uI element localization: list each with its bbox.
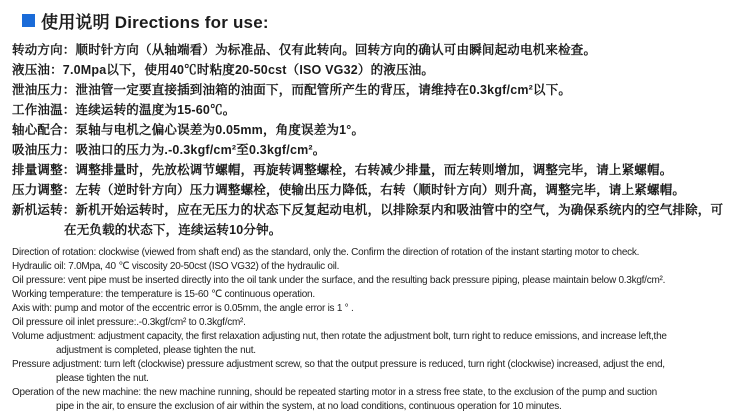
direction-line-pressure-adjustment-zh: 压力调整：左转（逆时针方向）压力调整螺栓，使输出压力降低，右转（顺时针方向）则升高，调整完毕，请上紧螺帽。 [12,183,686,197]
direction-line-volume-adjustment-en: Volume adjustment: adjustment capacity, the first relaxation adjusting nut, then rotate the adjustment bolt, turn right to reduce emissions, and increase left,the [12,331,667,342]
direction-line-new-machine-en: Operation of the new machine: the new machine running, should be repeated starting motor in a stress free state, to the exclusion of the pump and suction [12,387,657,398]
direction-line-pressure-adjustment-en: Pressure adjustment: turn left (clockwise) pressure adjustment screw, so that the output pressure is reduced, turn right (clockwise) increased, adjust the end, [12,359,665,370]
direction-line-drain-pressure-zh: 泄油压力：泄油管一定要直接插到油箱的油面下，而配管所产生的背压，请维持在0.3kgf/cm²以下。 [12,83,572,97]
direction-line-volume-adjustment-en-cont: adjustment is completed, please tighten the nut. [56,345,256,356]
direction-line-pressure-adjustment-en-cont: please tighten the nut. [56,373,149,384]
direction-line-new-machine-en-cont: pipe in the air, to ensure the exclusion of air within the system, at no load conditions, continuous operation for 10 minutes. [56,401,562,412]
direction-line-rotation-zh: 转动方向：顺时针方向（从轴端看）为标准品、仅有此转向。回转方向的确认可由瞬间起动电机来检查。 [12,43,597,57]
direction-line-working-temp-zh: 工作油温：连续运转的温度为15-60℃。 [12,103,236,117]
direction-line-drain-pressure-en: Oil pressure: vent pipe must be inserted directly into the oil tank under the surface, and the resulting back pressure piping, please maintain below 0.3kgf/cm². [12,275,666,286]
direction-line-working-temp-en: Working temperature: the temperature is 15-60 ℃ continuous operation. [12,289,315,300]
direction-line-hydraulic-oil-en: Hydraulic oil: 7.0Mpa, 40 ℃ viscosity 20-50cst (ISO VG32) of the hydraulic oil. [12,261,340,272]
direction-line-suction-pressure-en: Oil pressure oil inlet pressure:.-0.3kgf/cm² to 0.3kgf/cm². [12,317,246,328]
direction-line-rotation-en: Direction of rotation: clockwise (viewed from shaft end) as the standard, only the. Confirm the direction of rotation of the instant starting motor to check. [12,247,640,258]
direction-line-new-machine-zh-cont: 在无负载的状态下，连续运转10分钟。 [64,223,282,237]
section-header [22,8,730,33]
english-directions-section [12,246,730,414]
direction-line-volume-adjustment-zh: 排量调整：调整排量时，先放松调节螺帽，再旋转调整螺栓，右转减少排量，而左转则增加，调整完毕，请上紧螺帽。 [12,163,673,177]
blue-square-icon [22,14,35,27]
direction-line-hydraulic-oil-zh: 液压油：7.0Mpa以下，使用40℃时粘度20-50cst（ISO VG32）的液压油。 [12,63,435,77]
direction-line-axis-fit-zh: 轴心配合：泵轴与电机之偏心误差为0.05mm，角度误差为1°。 [12,123,365,137]
direction-line-new-machine-zh: 新机运转：新机开始运转时，应在无压力的状态下反复起动电机，以排除泵内和吸油管中的空气，为确保系统内的空气排除，可 [12,203,724,217]
chinese-directions-section [12,40,730,240]
direction-line-axis-fit-en: Axis with: pump and motor of the eccentric error is 0.05mm, the angle error is 1 ° . [12,303,354,314]
page-title: 使用说明 Directions for use: [41,13,269,32]
direction-line-suction-pressure-zh: 吸油压力：吸油口的压力为.-0.3kgf/cm²至0.3kgf/cm²。 [12,143,326,157]
